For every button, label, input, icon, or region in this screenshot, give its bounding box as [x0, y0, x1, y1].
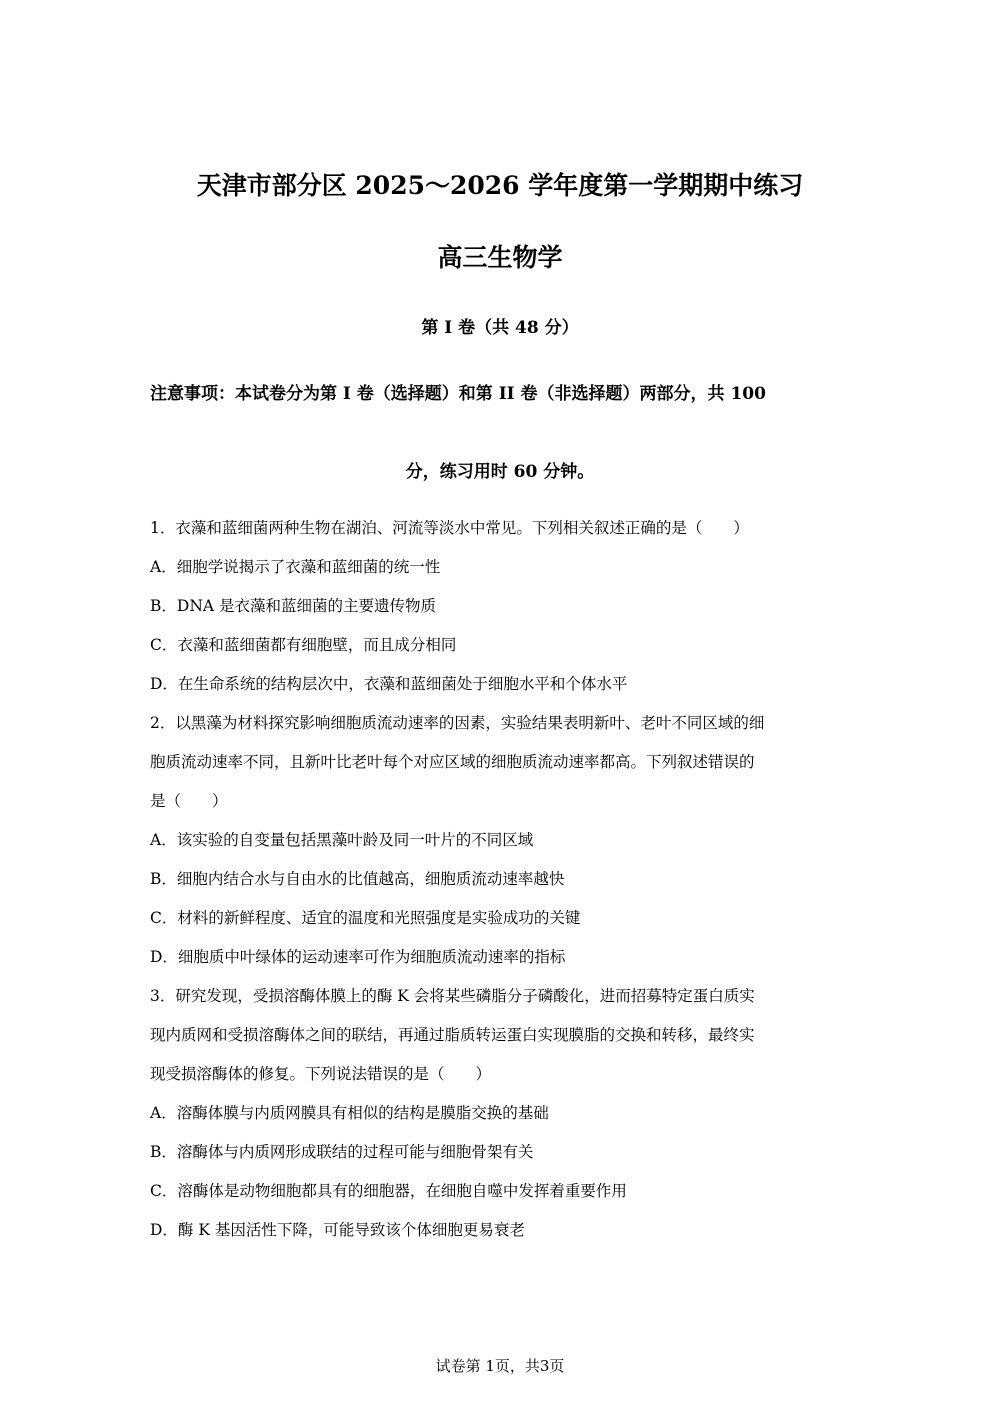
question-1-option-d: D．在生命系统的结构层次中，衣藻和蓝细菌处于细胞水平和个体水平 — [150, 675, 628, 693]
question-1-option-c: C．衣藻和蓝细菌都有细胞壁，而且成分相同 — [150, 636, 457, 654]
question-2-stem: 胞质流动速率不同，且新叶比老叶每个对应区域的细胞质流动速率都高。下列叙述错误的 — [150, 753, 755, 771]
question-2-option-a: A．该实验的自变量包括黑藻叶龄及同一叶片的不同区域 — [150, 831, 534, 849]
question-1-option-a: A．细胞学说揭示了衣藻和蓝细菌的统一性 — [150, 558, 441, 576]
question-3-stem: 3．研究发现，受损溶酶体膜上的酶 K 会将某些磷脂分子磷酸化，进而招募特定蛋白质实 — [150, 987, 755, 1005]
question-3-stem: 现内质网和受损溶酶体之间的联结，再通过脂质转运蛋白实现膜脂的交换和转移，最终实 — [150, 1026, 755, 1044]
subject-title: 高三生物学 — [437, 243, 563, 272]
notice-line: 分，练习用时 60 分钟。 — [405, 462, 595, 482]
exam-title: 天津市部分区 2025～2026 学年度第一学期期中练习 — [196, 171, 804, 200]
question-2-option-d: D．细胞质中叶绿体的运动速率可作为细胞质流动速率的指标 — [150, 948, 566, 966]
question-2-option-b: B．细胞内结合水与自由水的比值越高，细胞质流动速率越快 — [150, 870, 565, 888]
volume-heading: 第 I 卷（共 48 分） — [421, 318, 579, 338]
question-2-stem: 2．以黑藻为材料探究影响细胞质流动速率的因素，实验结果表明新叶、老叶不同区域的细 — [150, 714, 765, 732]
question-3-stem: 现受损溶酶体的修复。下列说法错误的是（ ） — [150, 1065, 492, 1083]
page-footer: 试卷第 1页，共3页 — [435, 1357, 565, 1375]
question-2-stem: 是（ ） — [150, 792, 228, 810]
question-1-stem: 1．衣藻和蓝细菌两种生物在湖泊、河流等淡水中常见。下列相关叙述正确的是（ ） — [150, 519, 749, 537]
question-3-option-c: C．溶酶体是动物细胞都具有的细胞器，在细胞自噬中发挥着重要作用 — [150, 1182, 627, 1200]
question-3-option-d: D．酶 K 基因活性下降，可能导致该个体细胞更易衰老 — [150, 1221, 525, 1239]
question-3-option-b: B．溶酶体与内质网形成联结的过程可能与细胞骨架有关 — [150, 1143, 534, 1161]
question-2-option-c: C．材料的新鲜程度、适宜的温度和光照强度是实验成功的关键 — [150, 909, 581, 927]
question-3-option-a: A．溶酶体膜与内质网膜具有相似的结构是膜脂交换的基础 — [150, 1104, 549, 1122]
question-1-option-b: B．DNA 是衣藻和蓝细菌的主要遗传物质 — [150, 597, 437, 615]
notice-line: 注意事项：本试卷分为第 I 卷（选择题）和第 II 卷（非选择题）两部分，共 100 — [150, 384, 766, 404]
